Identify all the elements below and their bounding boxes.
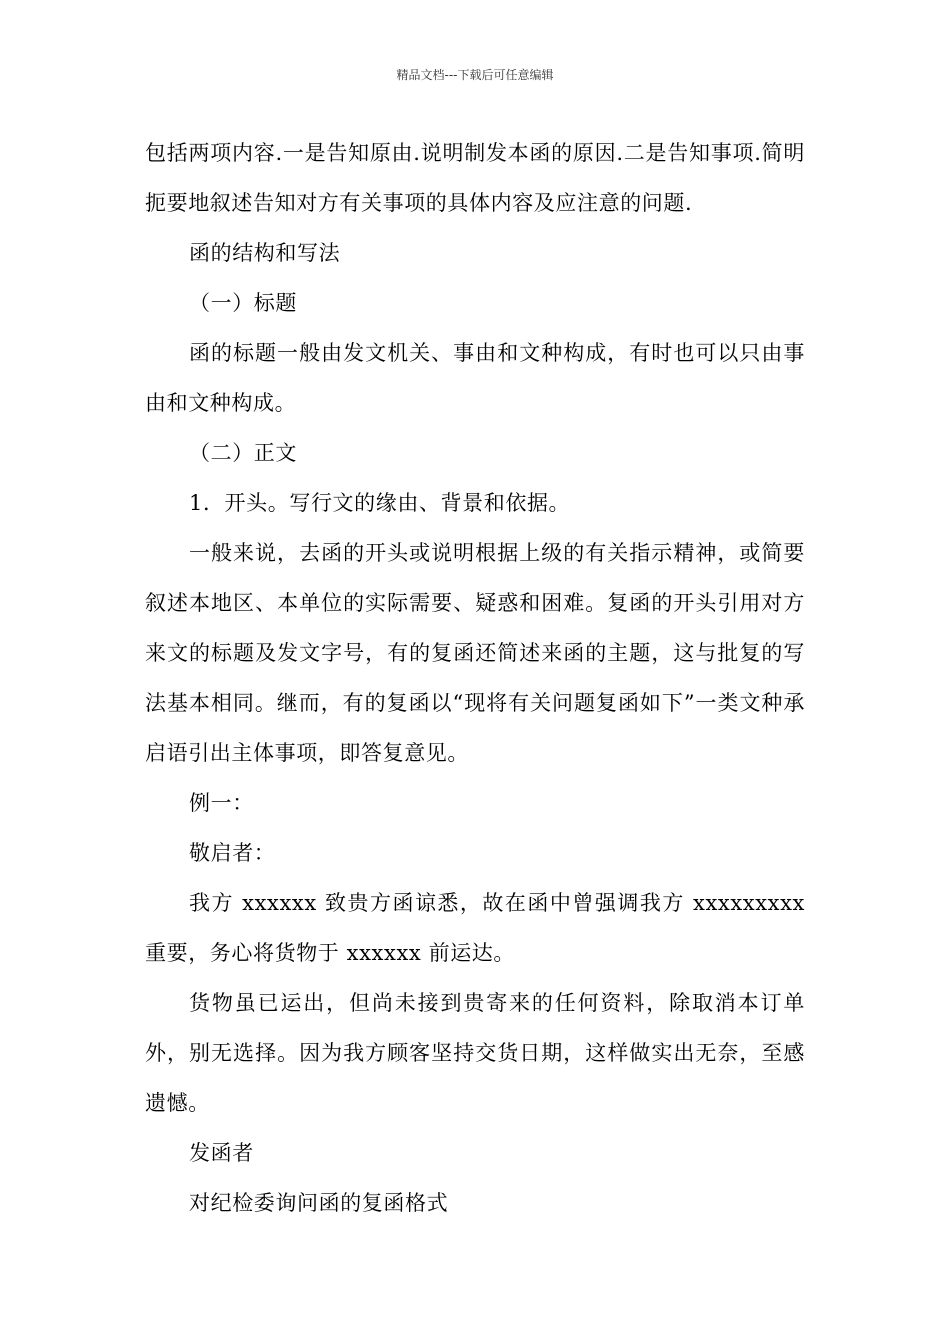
paragraph-title-desc: 函的标题一般由发文机关、事由和文种构成，有时也可以只由事由和文种构成。	[145, 341, 805, 415]
example-label: 例一：	[189, 791, 254, 815]
section-heading: 函的结构和写法	[189, 241, 341, 265]
list-item-opening: 1．开头。写行文的缘由、背景和依据。	[189, 491, 571, 515]
subheading-body: （二）正文	[189, 441, 297, 465]
paragraph-intro: 包括两项内容.一是告知原由.说明制发本函的原因.二是告知事项.简明扼要地叙述告知对方有关事项的具体内容及应注意的问题.	[145, 141, 805, 215]
example-paragraph-2: 货物虽已运出，但尚未接到贵寄来的任何资料，除取消本订单外，别无选择。因为我方顾客坚持交货日期，这样做实出无奈，至感遗憾。	[145, 991, 805, 1115]
document-body	[145, 128, 805, 1228]
subheading-title: （一）标题	[189, 291, 297, 315]
salutation: 敬启者：	[189, 841, 276, 865]
paragraph-opening-desc: 一般来说，去函的开头或说明根据上级的有关指示精神，或简要叙述本地区、本单位的实际需要、疑惑和困难。复函的开头引用对方来文的标题及发文字号，有的复函还简述来函的主题，这与批复的写法基本相同。继而，有的复函以“现将有关问题复函如下”一类文种承启语引出主体事项，即答复意见。	[145, 541, 805, 765]
reply-format-heading: 对纪检委询问函的复函格式	[189, 1191, 449, 1215]
sender-signature: 发函者	[189, 1141, 254, 1165]
page-header: 精品文档---下载后可任意编辑	[396, 68, 554, 82]
example-paragraph-1: 我方 xxxxxx 致贵方函谅悉，故在函中曾强调我方 xxxxxxxxx 重要，务心将货物于 xxxxxx 前运达。	[145, 891, 805, 965]
